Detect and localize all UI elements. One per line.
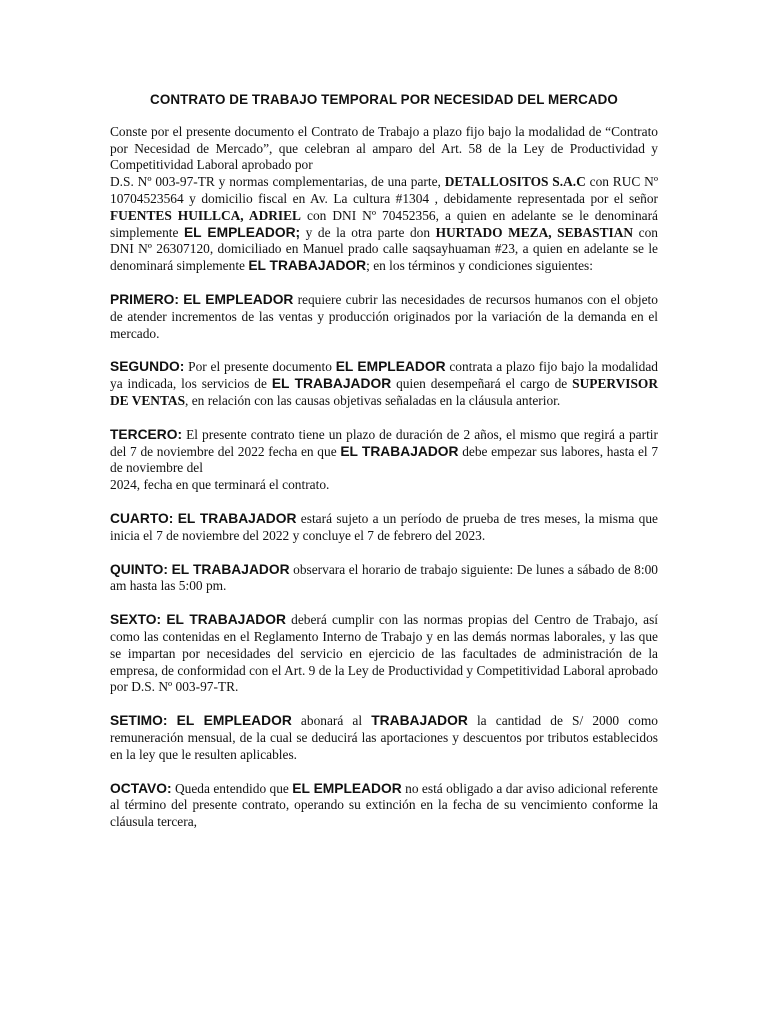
clause-setimo: [110, 713, 658, 763]
intro-text-3: con RUC Nº 10704523564 y domicilio fiscal en Av. La cultura #1304 , debidamente representada por el señor: [110, 174, 659, 206]
intro-text-2: D.S. Nº 003-97-TR y normas complementarias, de una parte,: [110, 174, 445, 190]
clause-segundo: [110, 359, 658, 409]
clause-text: contrata a plazo fijo bajo la modalidad ya indicada, los servicios de: [110, 359, 658, 392]
clause-heading: TERCERO:: [110, 426, 183, 442]
job-position: SUPERVISOR DE VENTAS: [110, 376, 658, 408]
clause-heading: SEXTO:: [110, 612, 162, 628]
clause-text: observara el horario de trabajo siguiente: De lunes a sábado de 8:00 am hasta las 5:00 pm.: [110, 561, 658, 594]
clause-cuarto: [110, 511, 658, 545]
clause-text: 2024, fecha en que terminará el contrato.: [110, 477, 330, 493]
intro-text-4: con DNI Nº 70452356, a quien en adelante se le denominará simplemente: [110, 207, 659, 240]
party-term: EL TRABAJADOR: [271, 376, 392, 392]
party-term: EL TRABAJADOR: [166, 612, 286, 628]
clause-heading: SEGUNDO:: [110, 359, 185, 375]
clause-text: Queda entendido que: [171, 780, 293, 796]
intro-text-1: Conste por el presente documento el Contrato de Trabajo a plazo fijo bajo la modalidad de “Contrato por Necesidad de Mercado”, que celebran al amparo del Art. 58 de la Ley de Productividad y Competitividad Laboral aprobado por: [110, 123, 658, 173]
clause-sexto: [110, 612, 658, 696]
party-term: EL EMPLEADOR: [335, 359, 446, 375]
party-term: EL EMPLEADOR: [292, 780, 402, 796]
party-term: EL EMPLEADOR: [176, 713, 292, 729]
party-term: EL EMPLEADOR: [183, 291, 294, 307]
clause-heading: QUINTO:: [110, 561, 168, 577]
clause-tercero: [110, 427, 658, 494]
clause-heading: SETIMO:: [110, 713, 168, 729]
clause-octavo: [110, 781, 658, 831]
party-term: EL TRABAJADOR: [340, 443, 459, 459]
representative-name: FUENTES HUILLCA, ADRIEL: [110, 207, 301, 223]
intro-text-5: y de la otra parte don: [300, 224, 436, 240]
clause-text: la cantidad de S/ 2000 como remuneración mensual, de la cual se deducirá las aportaciones y descuentos por tributos establecidos en la ley que le resulten aplicables.: [110, 713, 658, 762]
clause-text: debe empezar sus labores, hasta el 7 de noviembre del: [110, 443, 659, 476]
party-term: TRABAJADOR: [371, 713, 468, 729]
intro-text-6: con DNI Nº 26307120, domiciliado en Manuel prado calle saqsayhuaman #23, a quien en adelante se le denominará simplemente: [110, 224, 658, 274]
clause-text: Por el presente documento: [184, 359, 336, 375]
employer-term: EL EMPLEADOR;: [183, 224, 301, 240]
clause-primero: [110, 292, 658, 342]
clause-text: estará sujeto a un período de prueba de tres meses, la misma que inicia el 7 de noviembre del 2022 y concluye el 7 de febrero del 2023.: [110, 510, 658, 543]
clause-heading: PRIMERO:: [110, 291, 179, 307]
party-term: EL TRABAJADOR: [177, 510, 297, 526]
clause-text: no está obligado a dar aviso adicional referente al término del presente contrato, operando su extinción en la fecha de su vencimiento conforme la cláusula tercera,: [110, 780, 658, 830]
clause-quinto: [110, 562, 658, 596]
document-title: CONTRATO DE TRABAJO TEMPORAL POR NECESIDAD DEL MERCADO: [150, 92, 618, 107]
intro-text-7: ; en los términos y condiciones siguientes:: [366, 258, 593, 274]
employee-term: EL TRABAJADOR: [248, 258, 367, 274]
clause-text: requiere cubrir las necesidades de recursos humanos con el objeto de atender incrementos de las ventas y producción originados por la variación de la demanda en el mercado.: [110, 291, 658, 341]
clause-text: deberá cumplir con las normas propias del Centro de Trabajo, así como las contenidas en el Reglamento Interno de Trabajo y en las demás normas laborales, y las que se impartan por necesidades del servicio en ejercicio de las facultades de administración de la empresa, de conformidad con el Art. 9 de la Ley de Productividad y Competitividad Laboral aprobado por D.S. Nº 003-97-TR.: [110, 612, 659, 695]
clause-text: quien desempeñará el cargo de: [391, 376, 573, 392]
employer-company-name: DETALLOSITOS S.A.C: [444, 174, 586, 190]
employee-name: HURTADO MEZA, SEBASTIAN: [435, 224, 634, 240]
contract-document: [110, 92, 658, 848]
clause-text: , en relación con las causas objetivas señaladas en la cláusula anterior.: [185, 392, 561, 408]
clause-text: abonará al: [291, 713, 372, 729]
party-term: EL TRABAJADOR: [171, 561, 290, 577]
clause-heading: OCTAVO:: [110, 780, 172, 796]
intro-paragraph: [110, 124, 658, 275]
clause-text: El presente contrato tiene un plazo de duración de 2 años, el mismo que regirá a partir del 7 de noviembre del 2022 fecha en que: [110, 426, 658, 459]
clause-heading: CUARTO:: [110, 510, 174, 526]
